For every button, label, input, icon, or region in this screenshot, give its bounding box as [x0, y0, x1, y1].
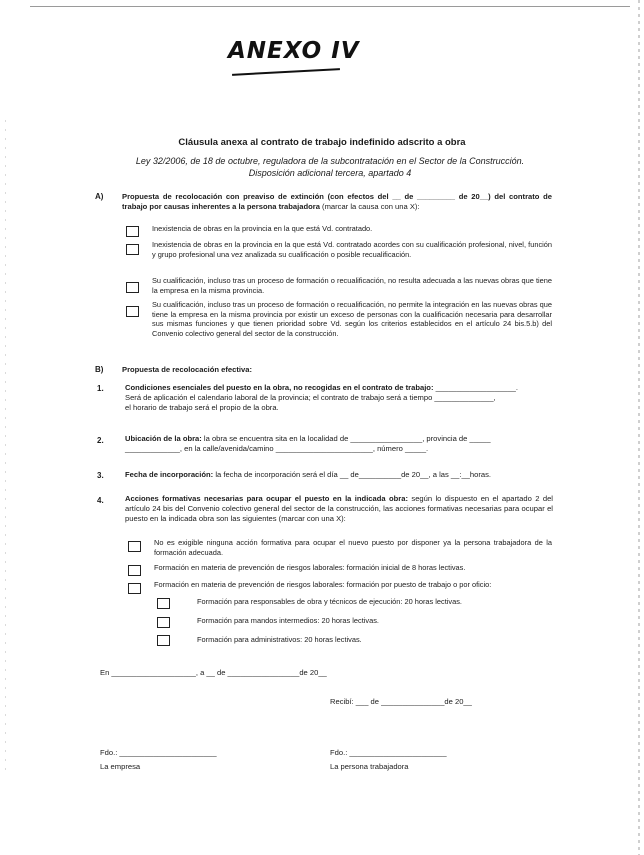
section-b-heading: Propuesta de recolocación efectiva:	[122, 365, 252, 374]
section-a-heading: Propuesta de recolocación con preaviso de extinción (con efectos del __ de _________ de 20__) del contrato de trabajo por causas inherentes a la persona trabajadora (marcar la causa con una X):	[122, 192, 552, 211]
checkbox-4c-3[interactable]	[157, 635, 170, 646]
checkbox-4c-1[interactable]	[157, 598, 170, 609]
option-4a-text: No es exigible ninguna acción formativa para ocupar el nuevo puesto por disponer ya la persona trabajadora de la formación adecuada.	[154, 538, 552, 557]
option-a4-text: Su cualificación, incluso tras un proceso de formación o recualificación, no permite la integración en las nuevas obras que tiene la empresa en la misma provincia por existir un exceso de personas con la cualificación necesaria para desarrollar sus mismas funciones y que tienen prioridad sobre Vd. según los criterios establecidos en el artículo 24 bis.5.b) del Convenio colectivo general del sector de la construcción.	[152, 300, 552, 338]
top-rule	[30, 6, 630, 7]
option-a1-text: Inexistencia de obras en la provincia en la que está Vd. contratado.	[152, 224, 373, 233]
checkbox-a3[interactable]	[126, 282, 139, 293]
item-1-line3: el horario de trabajo será el propio de la obra.	[125, 403, 279, 412]
item-4-number: 4.	[97, 496, 104, 505]
checkbox-a4[interactable]	[126, 306, 139, 317]
worker-label: La persona trabajadora	[330, 762, 409, 771]
sub-option-1-text: Formación para responsables de obra y técnicos de ejecución: 20 horas lectivas.	[197, 597, 462, 606]
option-a2-text: Inexistencia de obras en la provincia en la que está Vd. contratado acordes con su cualificación profesional, nivel, función y grupo profesional una vez analizada su cualificación o posible recualificación.	[152, 240, 552, 259]
sub-option-2-text: Formación para mandos intermedios: 20 horas lectivas.	[197, 616, 379, 625]
item-1-number: 1.	[97, 384, 104, 393]
company-label: La empresa	[100, 762, 141, 771]
option-4c-text: Formación en materia de prevención de riesgos laborales: formación por puesto de trabajo o por oficio:	[154, 580, 492, 589]
checkbox-4c-2[interactable]	[157, 617, 170, 628]
sub-option-3-text: Formación para administrativos: 20 horas lectivas.	[197, 635, 362, 644]
checkbox-4a[interactable]	[128, 541, 141, 552]
company-signature: Fdo.: _______________________	[100, 748, 217, 757]
place-date-line: En ____________________, a __ de _________________de 20__	[100, 668, 327, 677]
section-a-label: A)	[95, 192, 104, 201]
item-2-number: 2.	[97, 436, 104, 445]
checkbox-4b[interactable]	[128, 565, 141, 576]
law-reference: Ley 32/2006, de 18 de octubre, reguladora de la subcontratación en el Sector de la Construcción. Disposición adicional tercera, apartado 4	[135, 156, 525, 178]
checkbox-a1[interactable]	[126, 226, 139, 237]
scan-edge-left	[5, 120, 6, 770]
annex-title-underline	[232, 68, 340, 76]
item-3-number: 3.	[97, 471, 104, 480]
item-1-line2: Será de aplicación el calendario laboral de la provincia; el contrato de trabajo será a tiempo ______________,	[125, 393, 496, 402]
worker-signature: Fdo.: _______________________	[330, 748, 447, 757]
option-4b-text: Formación en materia de prevención de riesgos laborales: formación inicial de 8 horas lectivas.	[154, 563, 466, 572]
clause-title: Cláusula anexa al contrato de trabajo indefinido adscrito a obra	[178, 137, 466, 148]
received-line: Recibí: ___ de _______________de 20__	[330, 697, 472, 706]
item-3-text: Fecha de incorporación: la fecha de incorporación será el día __ de__________de 20__, a las __:__horas.	[125, 470, 492, 479]
option-a3-text: Su cualificación, incluso tras un proceso de formación o recualificación, no resulta adecuada a las nuevas obras que tiene la empresa en la misma provincia.	[152, 276, 552, 295]
item-1-text	[125, 383, 555, 413]
item-2-line2: _____________, en la calle/avenida/camino _______________________, número _____.	[125, 444, 429, 453]
scan-edge	[638, 0, 640, 855]
item-2-text	[125, 434, 555, 454]
checkbox-a2[interactable]	[126, 244, 139, 255]
annex-title: ANEXO IV	[228, 38, 360, 64]
checkbox-4c[interactable]	[128, 583, 141, 594]
item-1-line1: Condiciones esenciales del puesto en la obra, no recogidas en el contrato de trabajo: ___________________.	[125, 383, 518, 392]
item-4-text: Acciones formativas necesarias para ocupar el puesto en la indicada obra: según lo dispuesto en el apartado 2 del artículo 24 bis del Convenio colectivo general del sector de la construcción, las acciones formativas necesarias para ocupar el puesto en la indicada obra son las siguientes (marcar con una X):	[125, 494, 553, 523]
section-b-label: B)	[95, 365, 104, 374]
item-2-line1: Ubicación de la obra: la obra se encuentra sita en la localidad de _________________, provincia de _____	[125, 434, 491, 443]
